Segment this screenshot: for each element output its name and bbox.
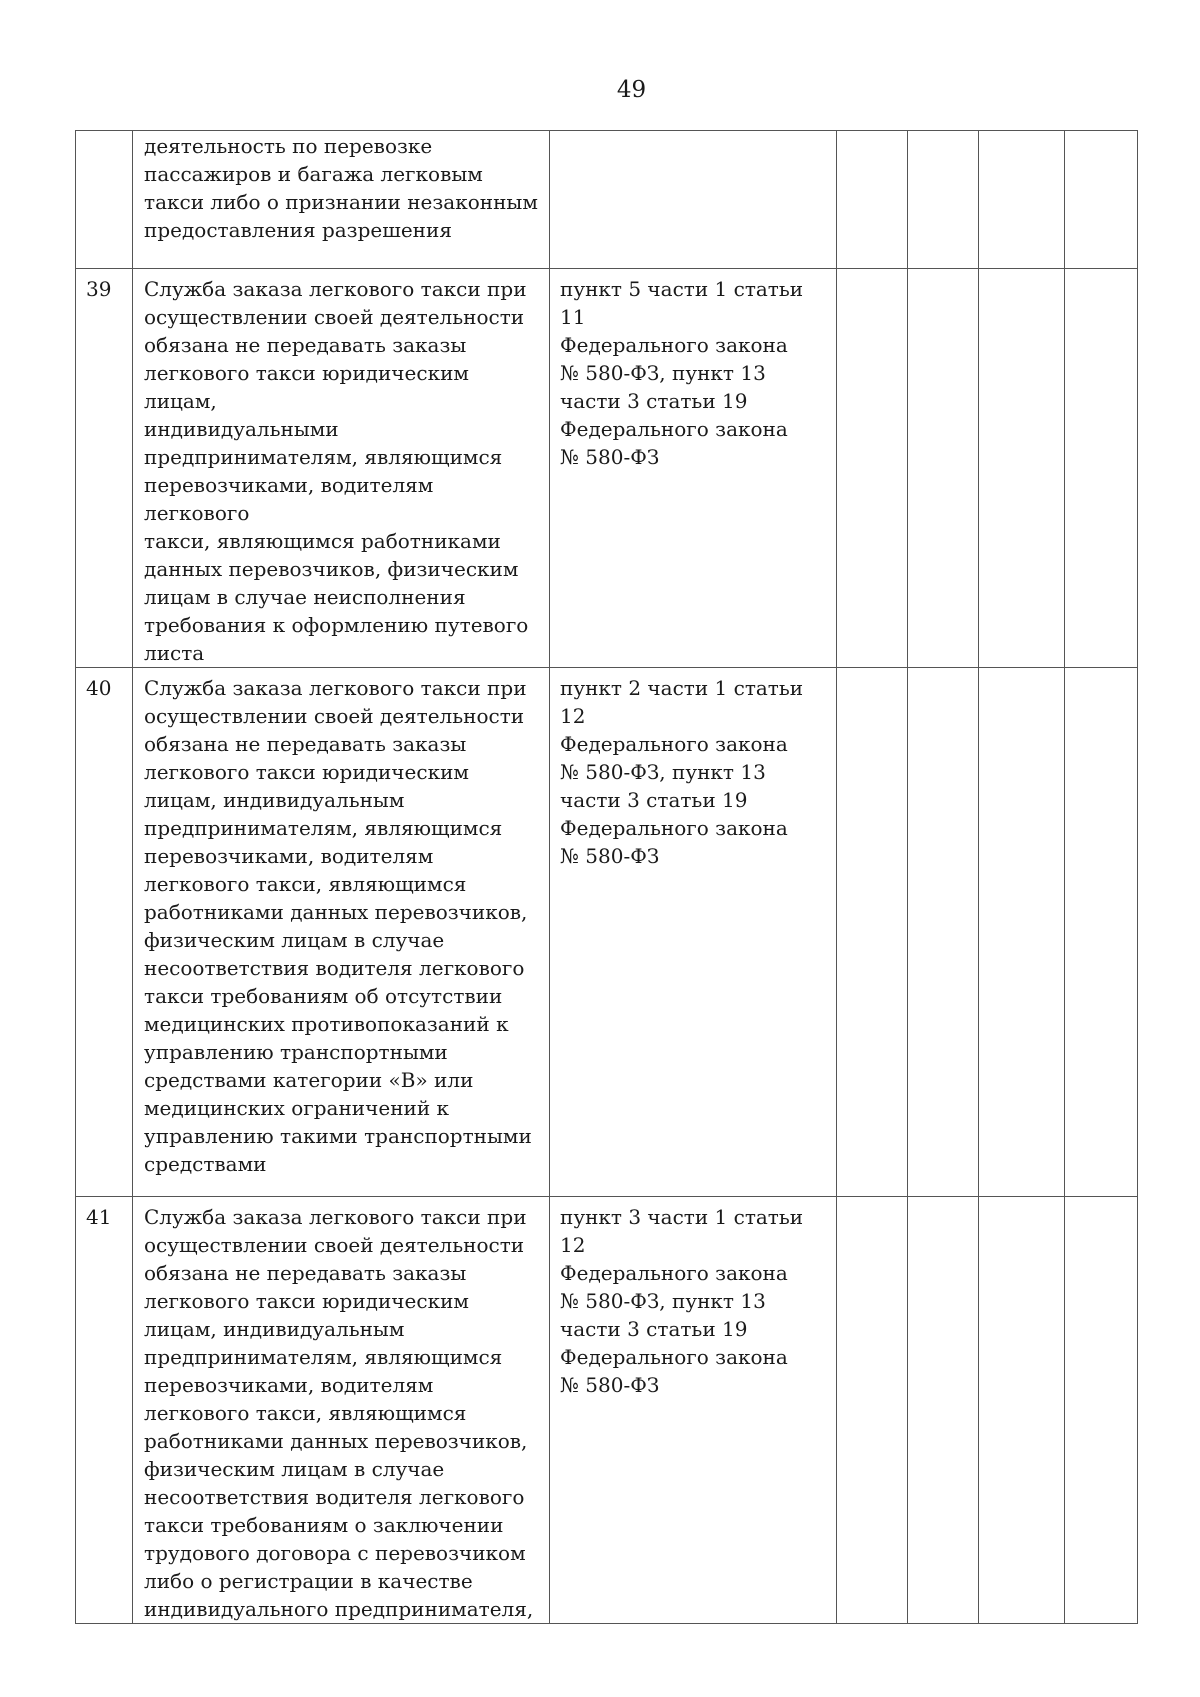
legal-reference-cell bbox=[550, 131, 837, 269]
answer-yes-cell bbox=[837, 131, 908, 269]
answer-yes-cell bbox=[837, 269, 908, 668]
row-number-cell: 39 bbox=[76, 269, 133, 668]
table-row bbox=[76, 1197, 1138, 1624]
answer-not-applicable-cell bbox=[979, 1197, 1065, 1624]
table-row bbox=[76, 668, 1138, 1197]
answer-yes-cell bbox=[837, 1197, 908, 1624]
requirement-cell: Служба заказа легкового такси при осуществлении своей деятельности обязана не передавать заказы легкового такси юридическим лицам, индивидуальным предпринимателям, являющимся перевозчиками, водителям легкового такси, являющимся работниками данных перевозчиков, физическим лицам в случае несоответствия водителя легкового такси требованиям об отсутствии медицинских противопоказаний к управлению транспортными средствами категории «В» или медицинских ограничений к управлению такими транспортными средствами bbox=[133, 668, 550, 1197]
page-number: 49 bbox=[616, 77, 647, 103]
requirement-cell: Служба заказа легкового такси при осуществлении своей деятельности обязана не передавать заказы легкового такси юридическим лицам, индивидуальными предпринимателям, являющимся перевозчиками, водителям легкового такси, являющимся работниками данных перевозчиков, физическим лицам в случае неисполнения требования к оформлению путевого листа bbox=[133, 269, 550, 668]
checklist-table bbox=[75, 130, 1138, 1624]
answer-not-applicable-cell bbox=[979, 131, 1065, 269]
legal-reference-cell: пункт 3 части 1 статьи 12 Федерального закона № 580-ФЗ, пункт 13 части 3 статьи 19 Федерального закона № 580-ФЗ bbox=[550, 1197, 837, 1624]
row-number-cell: 41 bbox=[76, 1197, 133, 1624]
note-cell bbox=[1065, 269, 1138, 668]
requirement-cell: Служба заказа легкового такси при осуществлении своей деятельности обязана не передавать заказы легкового такси юридическим лицам, индивидуальным предпринимателям, являющимся перевозчиками, водителям легкового такси, являющимся работниками данных перевозчиков, физическим лицам в случае несоответствия водителя легкового такси требованиям о заключении трудового договора с перевозчиком либо о регистрации в качестве индивидуального предпринимателя, bbox=[133, 1197, 550, 1624]
table-row bbox=[76, 131, 1138, 269]
requirement-cell: деятельность по перевозке пассажиров и багажа легковым такси либо о признании незаконным предоставления разрешения bbox=[133, 131, 550, 269]
table-row bbox=[76, 269, 1138, 668]
answer-no-cell bbox=[908, 1197, 979, 1624]
answer-no-cell bbox=[908, 668, 979, 1197]
row-number-cell bbox=[76, 131, 133, 269]
answer-no-cell bbox=[908, 269, 979, 668]
answer-not-applicable-cell bbox=[979, 269, 1065, 668]
note-cell bbox=[1065, 131, 1138, 269]
note-cell bbox=[1065, 1197, 1138, 1624]
legal-reference-cell: пункт 5 части 1 статьи 11 Федерального закона № 580-ФЗ, пункт 13 части 3 статьи 19 Федерального закона № 580-ФЗ bbox=[550, 269, 837, 668]
row-number-cell: 40 bbox=[76, 668, 133, 1197]
legal-reference-cell: пункт 2 части 1 статьи 12 Федерального закона № 580-ФЗ, пункт 13 части 3 статьи 19 Федерального закона № 580-ФЗ bbox=[550, 668, 837, 1197]
answer-not-applicable-cell bbox=[979, 668, 1065, 1197]
answer-no-cell bbox=[908, 131, 979, 269]
answer-yes-cell bbox=[837, 668, 908, 1197]
note-cell bbox=[1065, 668, 1138, 1197]
